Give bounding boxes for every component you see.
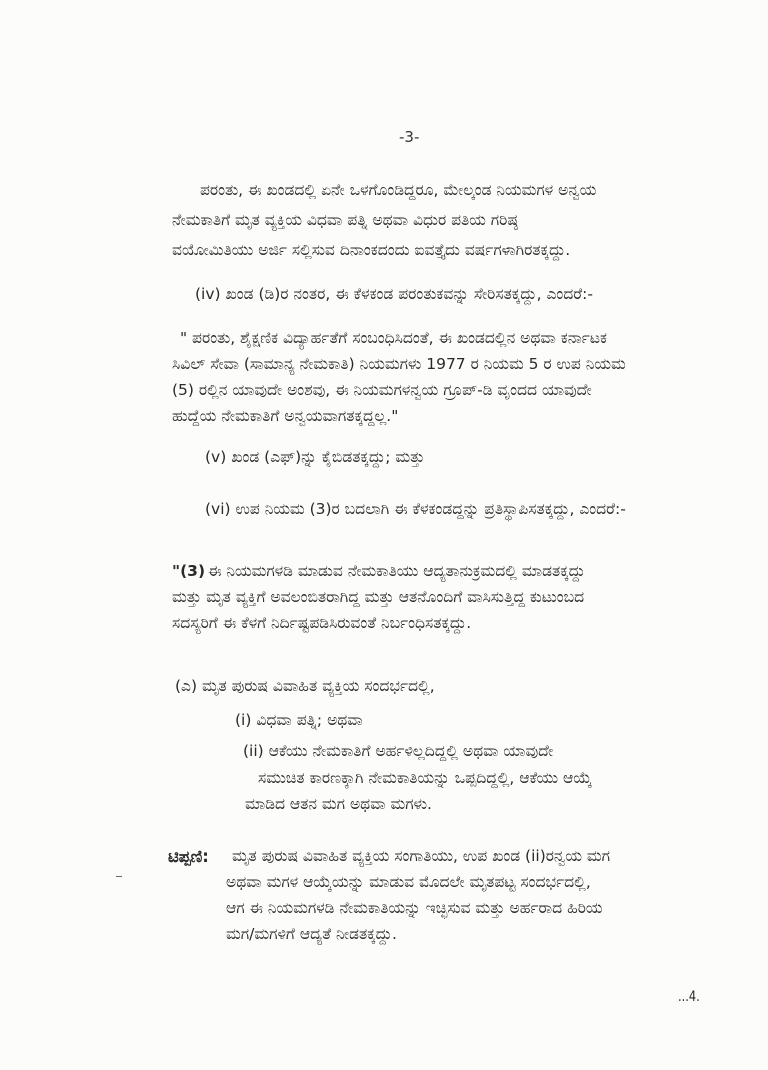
sub-item-i: (i) ವಿಧವಾ ಪತ್ನಿ; ಅಥವಾ <box>235 711 363 729</box>
item-v: (v) ಖಂಡ (ಎಫ್)ನ್ನು ಕೈಬಿಡತಕ್ಕದ್ದು; ಮತ್ತು <box>205 448 425 466</box>
quote-line2: ಸಿವಿಲ್ ಸೇವಾ (ಸಾಮಾನ್ಯ ನೇಮಕಾತಿ) ನಿಯಮಗಳು 1977 ರ ನಿಯಮ 5 ರ ಉಪ ನಿಯಮ <box>172 355 626 373</box>
scan-mark <box>116 876 122 877</box>
clause-a: (ಎ) ಮೃತ ಪುರುಷ ವಿವಾಹಿತ ವ್ಯಕ್ತಿಯ ಸಂದರ್ಭದಲ್ಲಿ, <box>175 677 435 695</box>
item-iv: (iv) ಖಂಡ (ಡಿ)ರ ನಂತರ, ಈ ಕೆಳಕಂಡ ಪರಂತುಕವನ್ನು ಸೇರಿಸತಕ್ಕದ್ದು, ಎಂದರೆ:- <box>195 285 593 303</box>
quote-line1: " ಪರಂತು, ಶೈಕ್ಷಣಿಕ ವಿದ್ಯಾರ್ಹತೆಗೆ ಸಂಬಂಧಿಸಿದಂತೆ, ಈ ಖಂಡದಲ್ಲಿನ ಅಥವಾ ಕರ್ನಾಟಕ <box>180 329 607 347</box>
note-line3: ಆಗ ಈ ನಿಯಮಗಳಡಿ ನೇಮಕಾತಿಯನ್ನು ಇಚ್ಛಿಸುವ ಮತ್ತು ಅರ್ಹರಾದ ಹಿರಿಯ <box>226 899 603 917</box>
note-label: ಟಿಪ್ಪಣಿ: <box>168 847 209 866</box>
sub-item-ii-line1: (ii) ಆಕೆಯು ನೇಮಕಾತಿಗೆ ಅರ್ಹಳಿಲ್ಲದಿದ್ದಲ್ಲಿ ಅಥವಾ ಯಾವುದೇ <box>243 742 554 760</box>
item-vi: (vi) ಉಪ ನಿಯಮ (3)ರ ಬದಲಾಗಿ ಈ ಕೆಳಕಂಡದ್ದನ್ನು ಪ್ರತಿಸ್ಥಾಪಿಸತಕ್ಕದ್ದು, ಎಂದರೆ:- <box>205 500 626 518</box>
quote-line4: ಹುದ್ದೆಯ ನೇಮಕಾತಿಗೆ ಅನ್ವಯವಾಗತಕ್ಕದ್ದಲ್ಲ." <box>172 407 399 425</box>
sub-item-ii-line3: ಮಾಡಿದ ಆತನ ಮಗ ಅಥವಾ ಮಗಳು. <box>245 795 432 813</box>
rule3-number: "(3) <box>172 562 206 580</box>
note-line2: ಅಥವಾ ಮಗಳ ಆಯ್ಕೆಯನ್ನು ಮಾಡುವ ಮೊದಲೇ ಮೃತಪಟ್ಟ ಸಂದರ್ಭದಲ್ಲಿ, <box>226 873 591 891</box>
para1-line1: ಪರಂತು, ಈ ಖಂಡದಲ್ಲಿ ಏನೇ ಒಳಗೊಂಡಿದ್ದರೂ, ಮೇಲ್ಕಂಡ ನಿಯಮಗಳ ಅನ್ವಯ <box>200 181 597 199</box>
note-line1: ಮೃತ ಪುರುಷ ವಿವಾಹಿತ ವ್ಯಕ್ತಿಯ ಸಂಗಾತಿಯು, ಉಪ ಖಂಡ (ii)ರನ್ವಯ ಮಗ <box>232 847 610 865</box>
rule3-line3: ಸದಸ್ಯರಿಗೆ ಈ ಕೆಳಗೆ ನಿರ್ದಿಷ್ಟಪಡಿಸಿರುವಂತೆ ನಿರ್ಬಂಧಿಸತಕ್ಕದ್ದು. <box>172 614 472 632</box>
page-number: -3- <box>399 128 420 146</box>
quote-line3: (5) ರಲ್ಲಿನ ಯಾವುದೇ ಅಂಶವು, ಈ ನಿಯಮಗಳನ್ವಯ ಗ್ರೂಪ್-ಡಿ ವೃಂದದ ಯಾವುದೇ <box>172 381 592 399</box>
next-page-marker: ...4. <box>678 989 700 1005</box>
rule3-line2: ಮತ್ತು ಮೃತ ವ್ಯಕ್ತಿಗೆ ಅವಲಂಬಿತರಾಗಿದ್ದ ಮತ್ತು ಆತನೊಂದಿಗೆ ವಾಸಿಸುತ್ತಿದ್ದ ಕುಟುಂಬದ <box>172 588 585 606</box>
para1-line2: ನೇಮಕಾತಿಗೆ ಮೃತ ವ್ಯಕ್ತಿಯ ವಿಧವಾ ಪತ್ನಿ ಅಥವಾ ವಿಧುರ ಪತಿಯ ಗರಿಷ್ಠ <box>172 211 518 229</box>
rule3-line1: ಈ ನಿಯಮಗಳಡಿ ಮಾಡುವ ನೇಮಕಾತಿಯು ಆದ್ಯತಾನುಕ್ರಮದಲ್ಲಿ ಮಾಡತಕ್ಕದ್ದು <box>208 562 586 580</box>
sub-item-ii-line2: ಸಮುಚಿತ ಕಾರಣಕ್ಕಾಗಿ ನೇಮಕಾತಿಯನ್ನು ಒಪ್ಪದಿದ್ದಲ್ಲಿ, ಆಕೆಯು ಆಯ್ಕೆ <box>258 769 592 787</box>
note-line4: ಮಗ/ಮಗಳಿಗೆ ಆದ್ಯತೆ ನೀಡತಕ್ಕದ್ದು. <box>226 925 397 943</box>
para1-line3: ವಯೋಮಿತಿಯು ಅರ್ಜಿ ಸಲ್ಲಿಸುವ ದಿನಾಂಕದಂದು ಐವತ್ತೈದು ವರ್ಷಗಳಾಗಿರತಕ್ಕದ್ದು. <box>172 241 571 259</box>
